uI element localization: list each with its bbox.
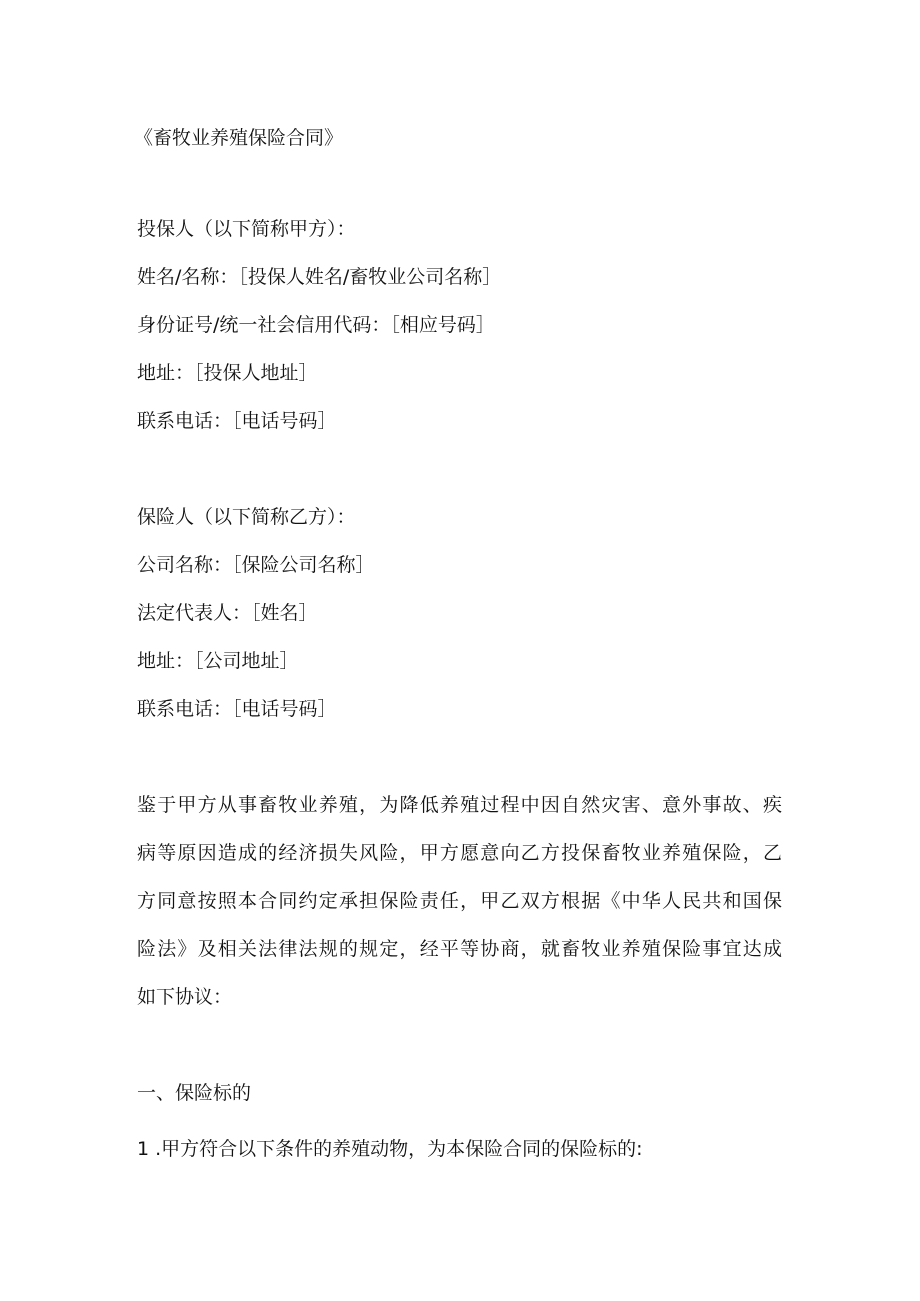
section-1-heading: 一、保险标的 xyxy=(137,1082,252,1104)
policyholder-phone: 联系电话：［电话号码］ xyxy=(137,410,337,432)
preamble-line: 方同意按照本合同约定承担保险责任，甲乙双方根据《中华人民共和国保 xyxy=(137,890,782,912)
policyholder-name: 姓名/名称：［投保人姓名/畜牧业公司名称］ xyxy=(137,266,502,288)
preamble-line: 险法》及相关法律法规的规定，经平等协商，就畜牧业养殖保险事宜达成 xyxy=(137,938,782,960)
section-1-item-1: 1 .甲方符合以下条件的养殖动物，为本保险合同的保险标的: xyxy=(137,1138,643,1160)
insurer-representative: 法定代表人：［姓名］ xyxy=(137,602,318,624)
insurer-heading: 保险人（以下简称乙方）： xyxy=(137,506,356,528)
policyholder-heading: 投保人（以下简称甲方）： xyxy=(137,218,356,240)
insurer-company: 公司名称：［保险公司名称］ xyxy=(137,554,375,576)
document-title: 《畜牧业养殖保险合同》 xyxy=(134,127,344,149)
preamble-line: 鉴于甲方从事畜牧业养殖，为降低养殖过程中因自然灾害、意外事故、疾 xyxy=(137,794,782,816)
preamble-line: 病等原因造成的经济损失风险，甲方愿意向乙方投保畜牧业养殖保险，乙 xyxy=(137,842,782,864)
insurer-phone: 联系电话：［电话号码］ xyxy=(137,698,337,720)
policyholder-id: 身份证号/统一社会信用代码：［相应号码］ xyxy=(137,314,495,336)
preamble-line: 如下协议： xyxy=(137,986,233,1008)
insurer-address: 地址：［公司地址］ xyxy=(137,650,299,672)
policyholder-address: 地址：［投保人地址］ xyxy=(137,362,318,384)
